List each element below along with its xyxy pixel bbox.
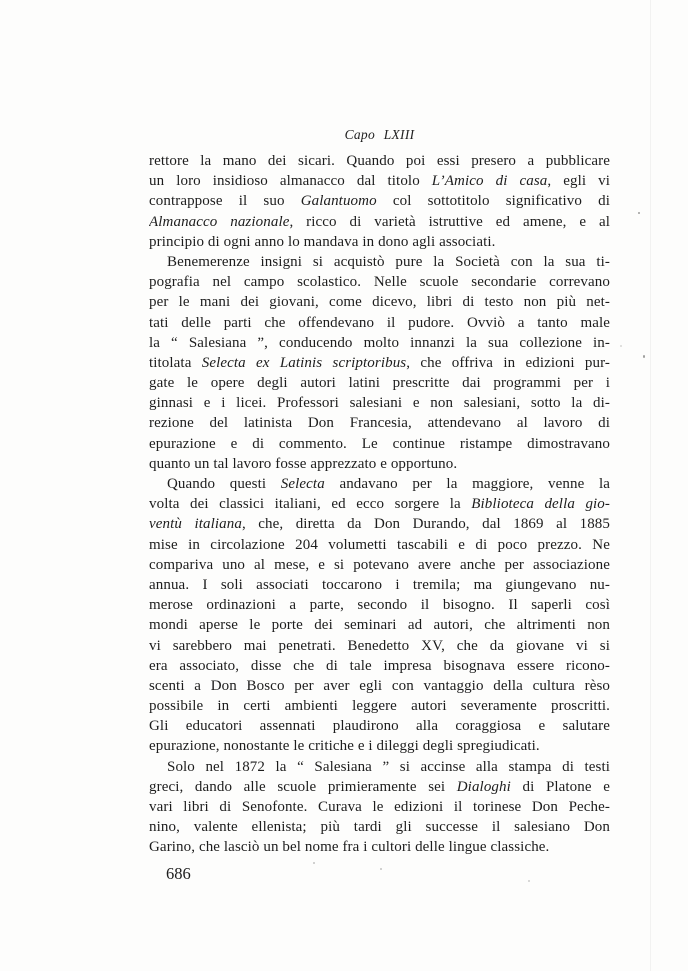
page-text bbox=[149, 151, 610, 858]
text-line bbox=[149, 555, 610, 575]
text-line bbox=[149, 636, 610, 656]
text-segment: vi sarebbero mai penetrati. Benedetto XV, che da giovane vi si bbox=[149, 637, 610, 654]
text-segment: merose ordinazioni a parte, secondo il bisogno. Il saperli così bbox=[149, 597, 610, 614]
scan-speck bbox=[528, 880, 530, 882]
italic-text-segment: Selecta ex Latinis scriptoribus bbox=[201, 354, 407, 371]
text-line bbox=[149, 191, 610, 211]
text-line bbox=[149, 615, 610, 635]
italic-text-segment: Dialoghi bbox=[456, 778, 511, 795]
text-line bbox=[149, 373, 610, 393]
text-segment: quanto un tal lavoro fosse apprezzato e opportuno. bbox=[149, 455, 458, 472]
text-segment: annua. I soli associati toccarono i tremila; ma giungevano nu- bbox=[149, 576, 610, 593]
text-line bbox=[149, 232, 610, 252]
running-header: Capo LXIII bbox=[344, 127, 415, 142]
text-line bbox=[149, 413, 610, 433]
text-line bbox=[149, 393, 610, 413]
text-segment: , che offriva in edizioni pur- bbox=[406, 354, 610, 371]
italic-text-segment: Selecta bbox=[280, 476, 325, 492]
scan-speck bbox=[313, 862, 315, 864]
scan-speck bbox=[638, 212, 640, 214]
text-segment: vari libri di Senofonte. Curava le edizioni il torinese Don Peche- bbox=[149, 799, 610, 815]
text-segment: , ricco di varietà istruttive ed amene, e al bbox=[289, 213, 610, 230]
text-segment: Garino, che lasciò un bel nome fra i cultori delle lingue classiche. bbox=[149, 839, 550, 856]
text-segment: epurazione e di commento. Le continue ristampe dimostravano bbox=[149, 435, 610, 452]
scan-speck bbox=[643, 355, 645, 358]
text-line bbox=[149, 736, 610, 756]
text-line bbox=[149, 434, 610, 454]
text-segment: per le mani dei giovani, come dicevo, libri di testo non più net- bbox=[149, 294, 610, 311]
text-segment: Solo nel 1872 la “ Salesiana ” si accinse alla stampa di testi bbox=[167, 758, 610, 775]
text-segment: compariva uno al mese, e si potevano avere anche per associazione bbox=[149, 556, 610, 573]
text-segment: mondi aperse le porte dei seminari ad autori, che altrimenti non bbox=[149, 617, 610, 634]
italic-text-segment: ventù italiana bbox=[149, 516, 242, 533]
italic-text-segment: Galantuomo bbox=[300, 193, 377, 210]
text-segment: gate le opere degli autori latini prescritte dai programmi per i bbox=[149, 375, 610, 392]
scan-speck bbox=[380, 868, 382, 870]
text-segment: scenti a Don Bosco per aver egli con vantaggio della cultura rèso bbox=[149, 677, 610, 694]
text-segment: Gli educatori assennati plaudirono alla coraggiosa e salutare bbox=[149, 718, 610, 735]
text-line bbox=[149, 777, 610, 797]
text-line bbox=[149, 171, 610, 191]
text-segment: tati delle parti che offendevano il pudore. Ovviò a tanto male bbox=[149, 314, 610, 331]
text-segment: era associato, disse che di tale impresa bisognava essere ricono- bbox=[149, 657, 610, 674]
text-line bbox=[149, 272, 610, 292]
text-segment: ginnasi e i licei. Professori salesiani e non salesiani, sotto la di- bbox=[149, 395, 610, 412]
text-line bbox=[149, 575, 610, 595]
text-line bbox=[149, 252, 610, 272]
page-number: 686 bbox=[166, 864, 191, 883]
text-segment: Quando questi bbox=[167, 476, 281, 492]
text-line bbox=[149, 817, 610, 837]
text-line bbox=[149, 474, 610, 494]
text-line bbox=[149, 696, 610, 716]
text-line bbox=[149, 716, 610, 736]
text-segment: , egli vi bbox=[547, 173, 610, 190]
text-line bbox=[149, 212, 610, 232]
text-segment: un loro insidioso almanacco dal titolo bbox=[149, 173, 432, 190]
text-line bbox=[149, 676, 610, 696]
text-line bbox=[149, 837, 610, 857]
text-segment: Benemerenze insigni si acquistò pure la Società con la sua ti- bbox=[167, 253, 610, 270]
text-line bbox=[149, 151, 610, 171]
italic-text-segment: L’Amico di casa bbox=[431, 173, 548, 190]
text-segment: titolata bbox=[149, 354, 202, 371]
text-segment: la “ Salesiana ”, conducendo molto innanzi la sua collezione in- bbox=[149, 334, 610, 351]
text-segment: volta dei classici italiani, ed ecco sorgere la bbox=[149, 496, 472, 513]
text-segment: principio di ogni anno lo mandava in dono agli associati. bbox=[149, 233, 496, 250]
text-line bbox=[149, 595, 610, 615]
italic-text-segment: Almanacco nazionale bbox=[149, 213, 290, 230]
text-line bbox=[149, 656, 610, 676]
text-segment: greci, dando alle scuole primieramente sei bbox=[149, 778, 457, 795]
text-segment: col sottotitolo significativo di bbox=[376, 193, 610, 210]
text-segment: andavano per la maggiore, venne la bbox=[324, 476, 610, 492]
text-line bbox=[149, 535, 610, 555]
text-segment: rettore la mano dei sicari. Quando poi essi presero a pubblicare bbox=[149, 153, 610, 169]
text-segment: mise in circolazione 204 volumetti tascabili e di poco prezzo. Ne bbox=[149, 536, 610, 553]
text-segment: , che, diretta da Don Durando, dal 1869 al 1885 bbox=[241, 516, 610, 533]
text-segment: rezione del latinista Don Francesia, attendevano al lavoro di bbox=[149, 415, 610, 432]
text-line bbox=[149, 333, 610, 353]
text-segment: possibile in certi ambienti leggere autori severamente proscritti. bbox=[149, 698, 610, 715]
text-line bbox=[149, 292, 610, 312]
text-segment: pografia nel campo scolastico. Nelle scuole secondarie correvano bbox=[149, 274, 610, 291]
text-line bbox=[149, 454, 610, 474]
text-line bbox=[149, 313, 610, 333]
text-line bbox=[149, 494, 610, 514]
text-line bbox=[149, 353, 610, 373]
scan-speck bbox=[620, 345, 622, 347]
text-segment: epurazione, nonostante le critiche e i dileggi degli spregiudicati. bbox=[149, 738, 540, 755]
text-line bbox=[149, 797, 610, 817]
text-line bbox=[149, 514, 610, 534]
text-segment: nino, valente ellenista; più tardi gli successe il salesiano Don bbox=[149, 819, 610, 836]
scan-edge-artifact bbox=[650, 0, 651, 971]
italic-text-segment: Biblioteca della gio- bbox=[471, 496, 610, 513]
text-segment: contrappose il suo bbox=[149, 193, 301, 210]
text-line bbox=[149, 757, 610, 777]
text-segment: di Platone e bbox=[510, 778, 610, 795]
